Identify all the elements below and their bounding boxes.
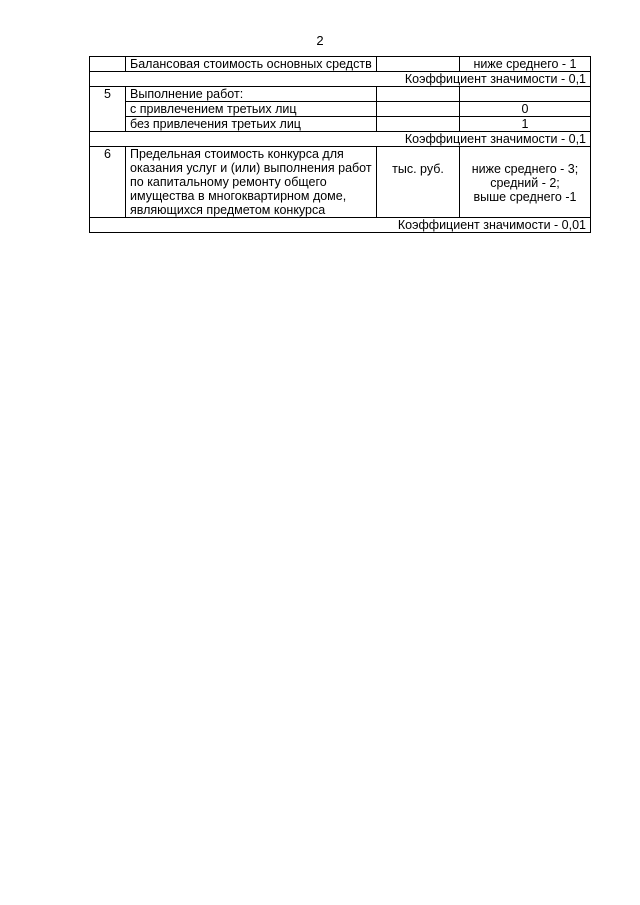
table-row-works-own bbox=[90, 117, 591, 132]
table-row-works bbox=[90, 87, 591, 102]
row-number: 5 bbox=[90, 87, 126, 132]
unit-cell: тыс. руб. bbox=[377, 147, 460, 218]
table-row-coefficient bbox=[90, 218, 591, 233]
score-cell: 1 bbox=[460, 117, 591, 132]
criterion-cell: с привлечением третьих лиц bbox=[126, 102, 377, 117]
criterion-cell: Предельная стоимость конкурса для оказания услуг и (или) выполнения работ по капитальному ремонту общего имущества в многоквартирном доме, являющихся предметом конкурса bbox=[126, 147, 377, 218]
row-number: 6 bbox=[90, 147, 126, 218]
table-row-works-third-party bbox=[90, 102, 591, 117]
score-cell bbox=[460, 147, 591, 218]
table-row-balance bbox=[90, 57, 591, 72]
coefficient-cell: Коэффициент значимости - 0,01 bbox=[90, 218, 591, 233]
unit-cell bbox=[377, 57, 460, 72]
table-row-price bbox=[90, 147, 591, 218]
score-cell: ниже среднего - 1 bbox=[460, 57, 591, 72]
score-line: средний - 2; bbox=[490, 176, 560, 190]
table-row-coefficient bbox=[90, 72, 591, 87]
score-line: выше среднего -1 bbox=[473, 190, 577, 204]
page-number: 2 bbox=[316, 33, 324, 48]
unit-cell bbox=[377, 102, 460, 117]
criterion-cell: без привлечения третьих лиц bbox=[126, 117, 377, 132]
table-row-coefficient bbox=[90, 132, 591, 147]
row-number bbox=[90, 57, 126, 72]
unit-cell bbox=[377, 117, 460, 132]
score-cell: 0 bbox=[460, 102, 591, 117]
coefficient-cell: Коэффициент значимости - 0,1 bbox=[90, 132, 591, 147]
score-line: ниже среднего - 3; bbox=[471, 162, 579, 176]
criterion-cell: Балансовая стоимость основных средств bbox=[126, 57, 377, 72]
score-cell bbox=[460, 87, 591, 102]
criteria-table bbox=[89, 56, 591, 233]
criterion-cell: Выполнение работ: bbox=[126, 87, 377, 102]
coefficient-cell: Коэффициент значимости - 0,1 bbox=[90, 72, 591, 87]
unit-cell bbox=[377, 87, 460, 102]
